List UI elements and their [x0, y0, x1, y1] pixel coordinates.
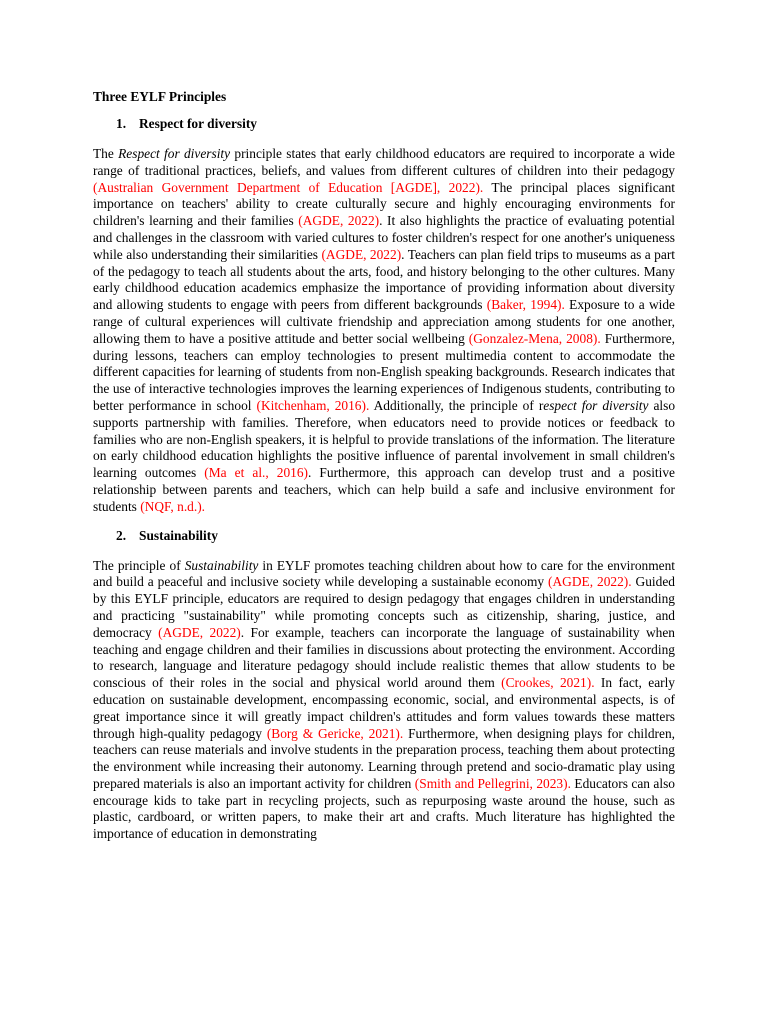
- text-run: principle states that early childhood educators are required to incorporate a wide range of traditional practices, beliefs, and values from different cultures of children into their pedagogy: [93, 146, 675, 178]
- text-run: The: [93, 146, 119, 161]
- citation: (AGDE, 2022): [158, 624, 241, 640]
- text-run: Furthermore, when designing plays for children, teachers can reuse materials and involve students in the preparation process, teaching them about protecting the environment while increasing their autonomy. Learning through pretend and socio-dramatic play using prepared materials is also an important activity for children: [93, 725, 675, 791]
- citation: (Kitchenham, 2016).: [256, 397, 370, 413]
- citation: (Australian Government Department of Education [AGDE], 2022).: [93, 179, 484, 195]
- citation: (NQF, n.d.).: [140, 498, 206, 514]
- citation: (Borg & Gericke, 2021).: [266, 725, 404, 741]
- citation: (Baker, 1994).: [486, 297, 565, 313]
- body-paragraph: [93, 558, 675, 844]
- text-run: In fact, early education on sustainable development, encompassing economic, social, and environmental aspects, is of great importance since it will greatly impact children's attitudes and form values towards these matters through high-quality pedagogy: [93, 675, 676, 741]
- text-run: Guided by this EYLF principle, educators are required to design pedagogy that engages children in understanding and practicing "sustainability" while promoting concepts such as citizenship, sharing, justice, and democracy: [93, 574, 675, 640]
- text-run: Furthermore, during lessons, teachers can employ technologies to present multimedia content to accommodate the different capacities for learning of students from non-English speaking backgrounds. Research indicates that the use of interactive technologies improves the learning experiences of Indigenous students, contributing to better performance in school: [93, 330, 675, 413]
- document-page: [93, 88, 675, 854]
- text-run: in EYLF promotes teaching children about how to care for the environment and build a peaceful and inclusive society while developing a sustainable economy: [93, 557, 676, 590]
- body-paragraph: [93, 146, 675, 516]
- section-number: 1.: [116, 116, 127, 131]
- text-run: The principle of: [93, 557, 185, 573]
- citation: (Gonzalez-Mena, 2008).: [468, 330, 601, 346]
- citation: (Ma et al., 2016): [204, 465, 309, 481]
- text-run: The principal places significant importance on teachers' ability to create culturally secure and highly encouraging environments for children's learning and their families: [93, 179, 676, 229]
- section-number: 2.: [116, 527, 127, 543]
- section-heading-text: Respect for diversity: [139, 116, 258, 131]
- citation: (AGDE, 2022): [321, 246, 402, 262]
- citation: (Smith and Pellegrini, 2023).: [414, 775, 571, 791]
- citation: (AGDE, 2022).: [548, 574, 632, 590]
- text-run: . For example, teachers can incorporate the language of sustainability when teaching and engage children and their families in discussions about protecting the environment. According to research, language and literature pedagogy should include realistic themes that allow students to be conscious of their roles in the social and physical world around them: [93, 624, 675, 691]
- text-run: . It also highlights the practice of evaluating potential and challenges in the classroom with varied cultures to foster children's respect for one another's uniqueness while also understanding their similarities: [93, 213, 675, 262]
- text-run: Additionally, the principle of r: [369, 397, 544, 413]
- document-title: Three EYLF Principles: [93, 89, 227, 104]
- section-heading-text: Sustainability: [139, 527, 218, 543]
- section-heading: [93, 527, 675, 544]
- text-run: Educators can also encourage kids to take part in recycling projects, such as repurposing waste around the house, such as plastic, cardboard, or written papers, to make their art and crafts. Much literature has highlighted the importance of education in demonstrating: [93, 775, 675, 842]
- italic-term: Sustainability: [184, 557, 259, 573]
- italic-term: espect for diversity: [543, 397, 649, 413]
- section-heading: [93, 115, 675, 132]
- text-run: also supports partnership with families. Therefore, when educators need to provide notices or feedback to families who are non-English speakers, it is helpful to provide translations of the information. The literature on early childhood education highlights the positive influence of parental involvement in small children's learning outcomes: [93, 397, 676, 481]
- text-run: . Furthermore, this approach can develop trust and a positive relationship between parents and teachers, which can help build a safe and inclusive environment for students: [93, 465, 675, 514]
- text-run: . Teachers can plan field trips to museums as a part of the pedagogy to teach all students about the arts, food, and history belonging to the other cultures. Many early childhood education academics emphasize the importance of providing information about diversity and allowing students to engage with peers from different backgrounds: [93, 246, 675, 313]
- italic-term: Respect for diversity: [118, 146, 231, 161]
- text-run: Exposure to a wide range of cultural experiences will cultivate friendship and appreciation among students for one another, allowing them to have a positive attitude and better social wellbeing: [93, 297, 675, 346]
- citation: (AGDE, 2022): [298, 213, 380, 229]
- document-body: [93, 115, 675, 843]
- citation: (Crookes, 2021).: [501, 675, 595, 691]
